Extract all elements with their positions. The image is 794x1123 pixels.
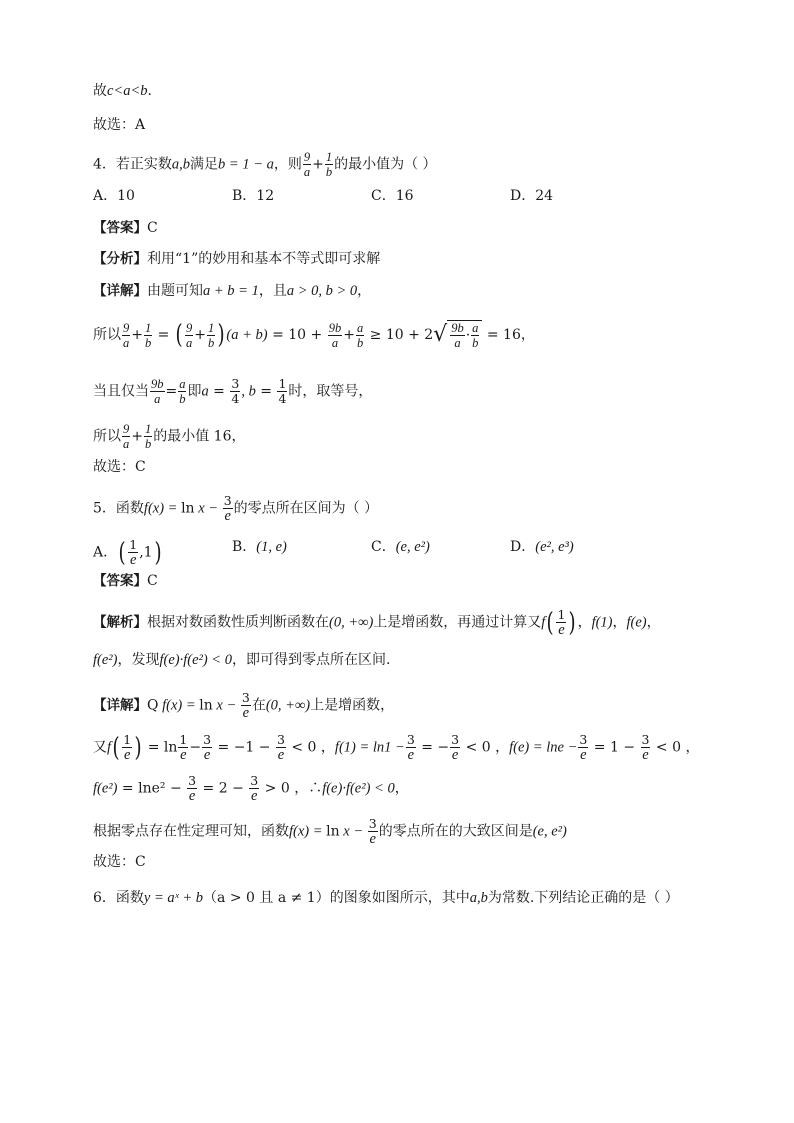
option-a[interactable]: A．( $\frac{1}{e}$ ,1) bbox=[93, 537, 162, 568]
question-6-stem: 6．函数y = aˣ + b（a > 0 且 a ≠ 1）的图象如图所示，其中a,b为常数.下列结论正确的是（ ） bbox=[93, 890, 679, 906]
question-5-detail-2: 又f( $\frac{1}{e}$ ) = ln $\frac{1}{e}$ − $\frac{3}{e}$ = −1 − $\frac{3}{e}$ < 0 ，f(1) = ln1 − $\frac{3}{e}$ = − $\frac{3}{e}$ < 0 ，f(e) = lne − $\frac{3}{e}$ = 1 − $\frac{3}{e}$ < 0 ， bbox=[93, 732, 700, 763]
question-4-final: 故选：C bbox=[93, 459, 146, 475]
question-4-detail-2: 所以 $\frac{9}{a}$ + $\frac{1}{b}$ = ( $\frac{9}{a}$ + $\frac{1}{b}$ ) (a + b) = 10 + $\frac{9b}{a}$ + $\frac{a}{b}$ ≥ 10 + 2√ $\frac{9b}{a}$ · $\frac{a}{b}$ = 16， bbox=[93, 320, 535, 350]
question-5-final: 故选：C bbox=[93, 854, 146, 870]
choice-line: 故选：A bbox=[93, 117, 146, 133]
question-5-stem: 5．函数f(x) = ln x − $\frac{3}{e}$ 的零点所在区间为（ ） bbox=[93, 493, 379, 524]
option-b[interactable]: B．(1, e) bbox=[232, 539, 287, 555]
option-b[interactable]: B．12 bbox=[232, 188, 275, 204]
question-5-detail-4: 根据零点存在性定理可知，函数f(x) = ln x − $\frac{3}{e}$ 的零点所在的大致区间是(e, e²) bbox=[93, 816, 567, 847]
question-4-detail-3: 当且仅当 $\frac{9b}{a}$ = $\frac{a}{b}$ 即a = $\frac{3}{4}$ , b = $\frac{1}{4}$ 时，取等号， bbox=[93, 376, 373, 406]
option-d[interactable]: D．24 bbox=[510, 188, 554, 204]
question-4-answer: 【答案】C bbox=[93, 220, 158, 236]
question-5-options bbox=[93, 537, 613, 568]
option-c[interactable]: C．16 bbox=[371, 188, 414, 204]
question-4-options bbox=[93, 187, 613, 205]
option-d[interactable]: D．(e², e³) bbox=[510, 539, 574, 555]
question-5-analysis-1: 【解析】根据对数函数性质判断函数在(0, +∞)上是增函数，再通过计算又f( $\frac{1}{e}$ ) ，f(1)，f(e)， bbox=[93, 607, 661, 638]
question-5-detail-3: f(e²) = lne² − $\frac{3}{e}$ = 2 − $\frac{3}{e}$ > 0 ，∴f(e)·f(e²) < 0， bbox=[93, 773, 409, 804]
question-4-detail-4: 所以 $\frac{9}{a}$ + $\frac{1}{b}$ 的最小值 16， bbox=[93, 422, 246, 451]
question-4-stem: 4．若正实数a,b满足b = 1 − a，则 $\frac{9}{a}$ + $\frac{1}{b}$ 的最小值为（ ） bbox=[93, 150, 437, 179]
option-c[interactable]: C．(e, e²) bbox=[371, 539, 430, 555]
conclusion-line: 故c<a<b. bbox=[93, 83, 152, 99]
option-a[interactable]: A．10 bbox=[93, 188, 135, 204]
question-5-detail-1: 【详解】Q f(x) = ln x − $\frac{3}{e}$ 在(0, +∞)上是增函数， bbox=[93, 690, 395, 721]
question-5-analysis-2: f(e²)，发现f(e)·f(e²) < 0，即可得到零点所在区间. bbox=[93, 652, 391, 668]
question-4-analysis: 【分析】利用“1”的妙用和基本不等式即可求解 bbox=[93, 251, 381, 267]
question-5-answer: 【答案】C bbox=[93, 573, 158, 589]
question-4-detail-1: 【详解】由题可知a + b = 1，且a > 0, b > 0， bbox=[93, 283, 372, 299]
